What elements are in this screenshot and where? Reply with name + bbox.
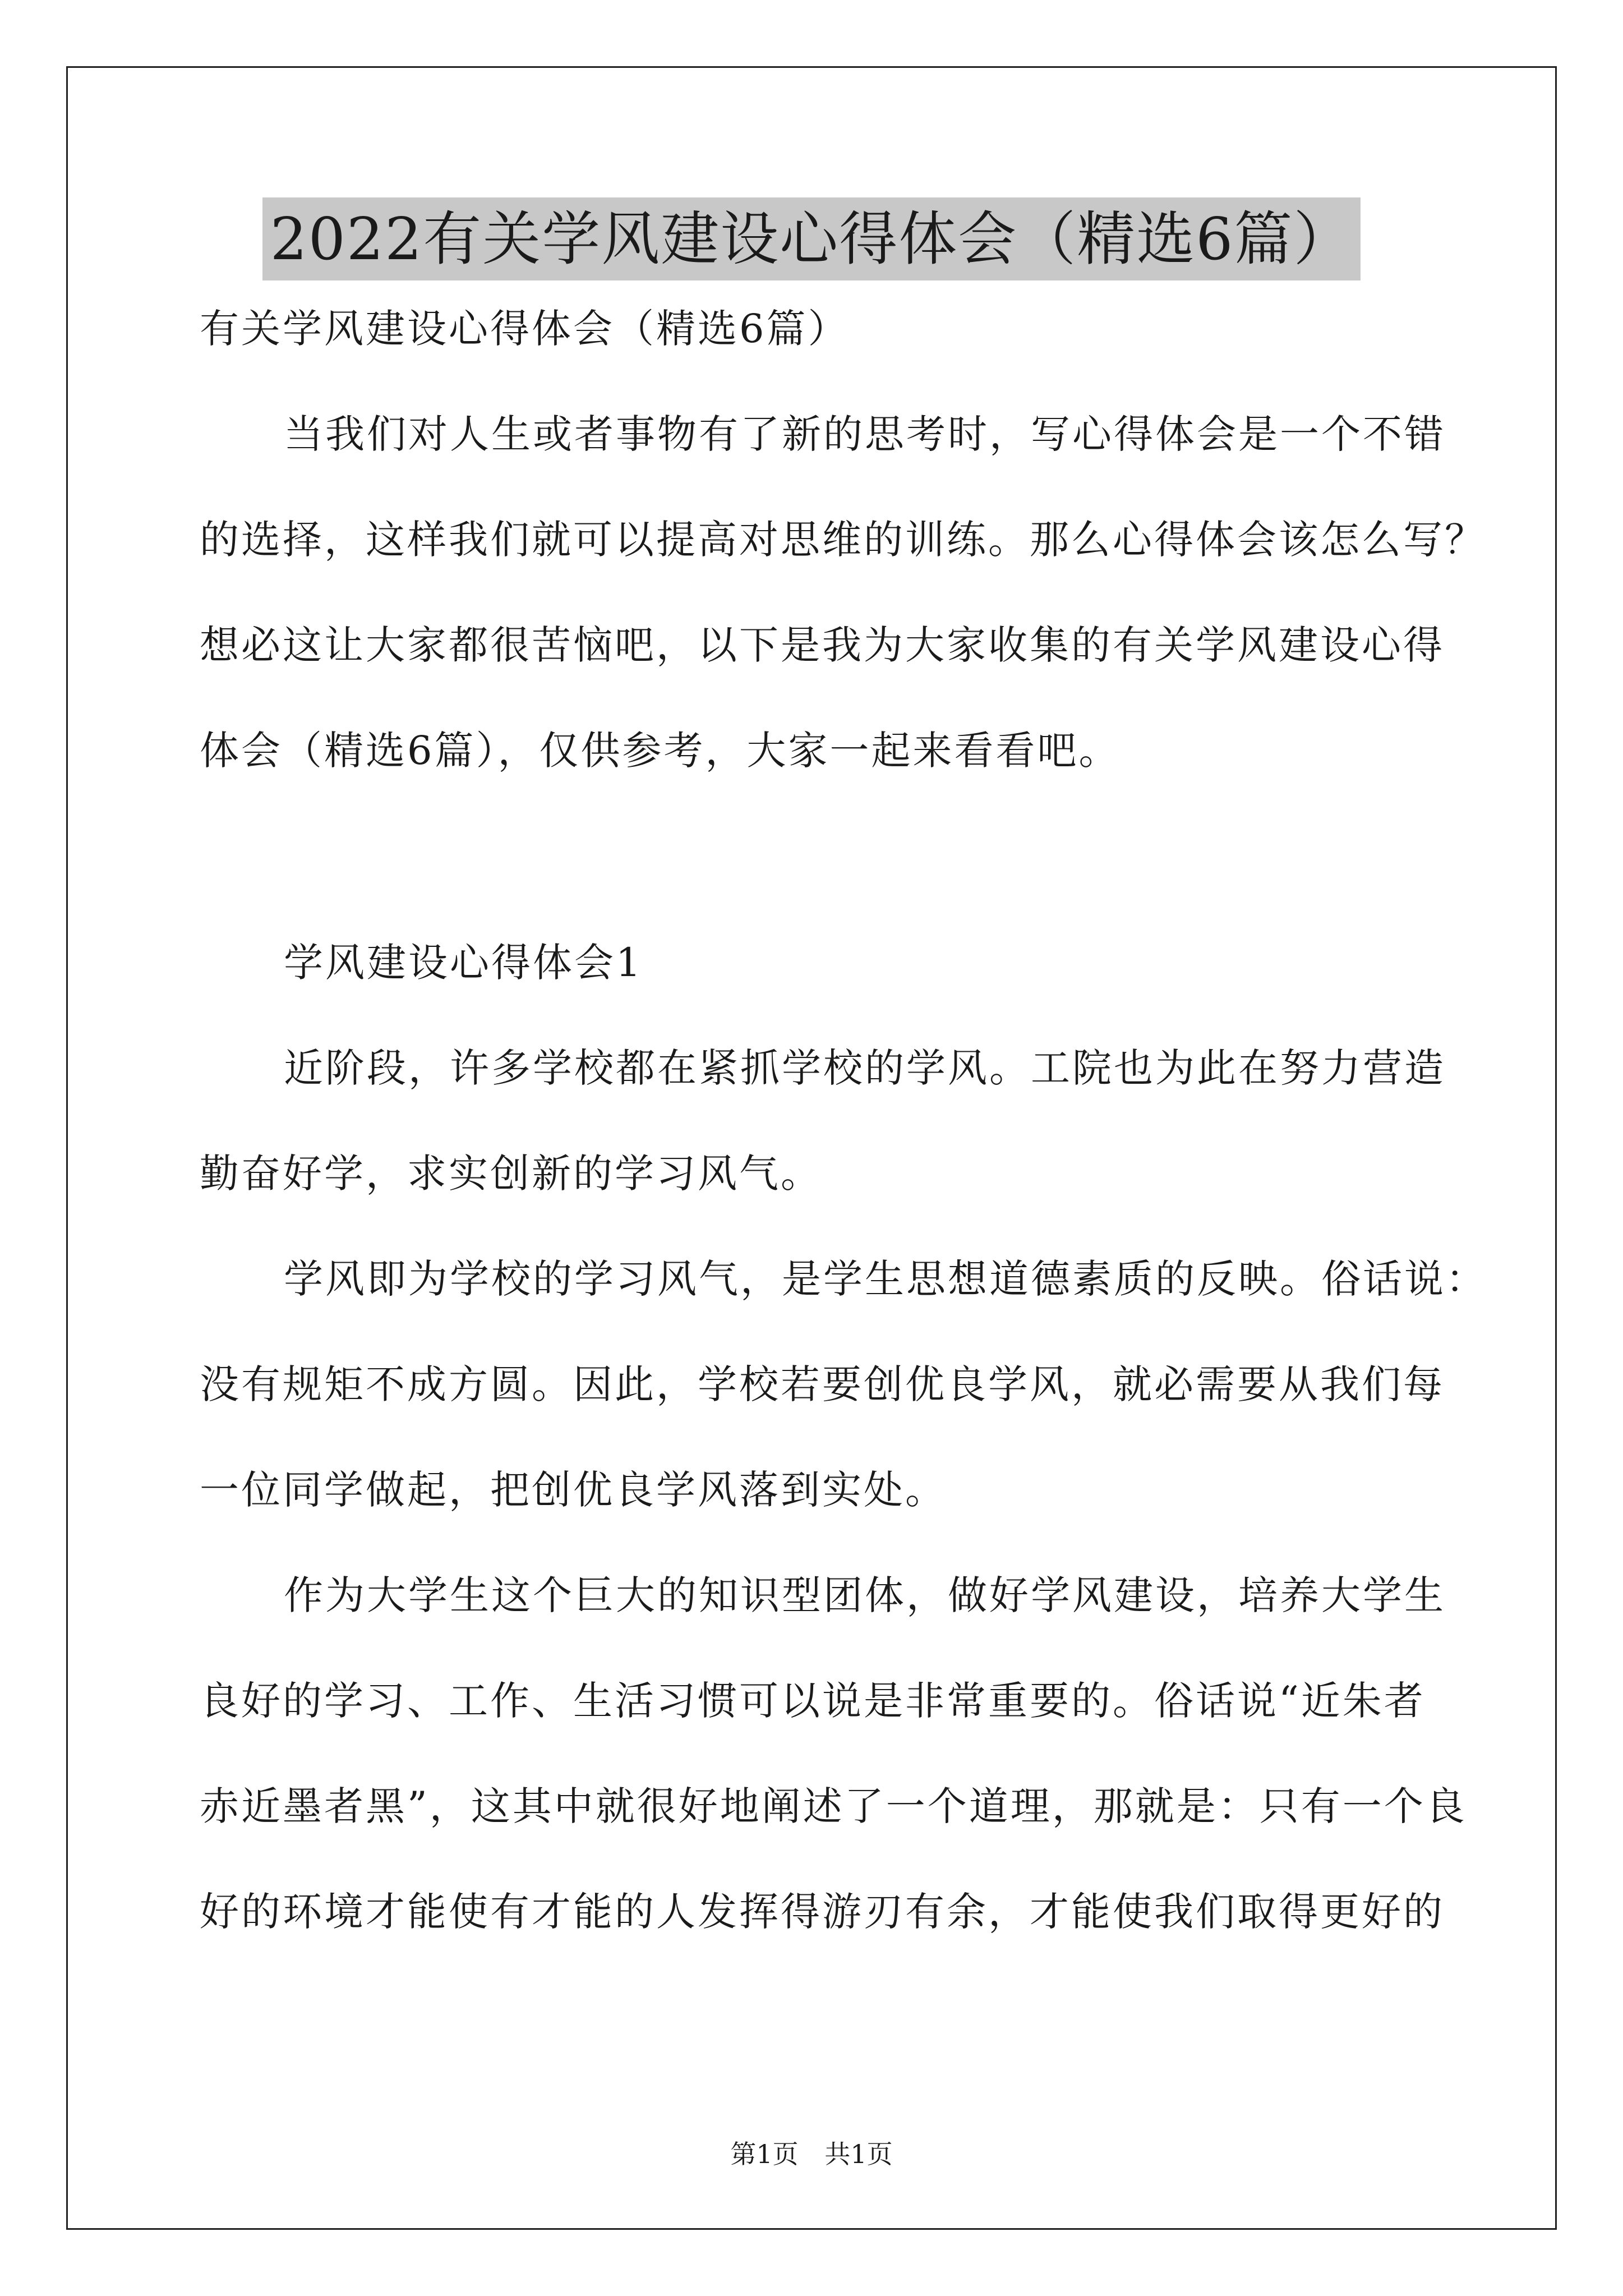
paragraph-1 [200, 1042, 1446, 1199]
paragraph-3 [200, 1570, 1467, 1938]
page-total: 共1页 [824, 2139, 893, 2169]
intro-paragraph [200, 408, 1486, 776]
text-line: 近阶段，许多学校都在紧抓学校的学风。工院也为此在努力营造 [284, 1045, 1446, 1091]
text-line: 体会（精选6篇），仅供参考，大家一起来看看吧。 [200, 728, 1121, 774]
text-line: 学风即为学校的学习风气，是学生思想道德素质的反映。俗话说： [284, 1256, 1487, 1302]
section-heading: 学风建设心得体会1 [284, 940, 643, 986]
text-line: 勤奋好学，求实创新的学习风气。 [200, 1151, 822, 1197]
text-line: 作为大学生这个巨大的知识型团体，做好学风建设，培养大学生 [284, 1572, 1446, 1618]
page-footer [0, 2137, 1623, 2171]
page-number: 第1页 [730, 2139, 799, 2169]
text-line: 赤近墨者黑”，这其中就很好地阐述了一个道理，那就是：只有一个良 [200, 1783, 1467, 1829]
title-container [0, 197, 1623, 280]
document-title: 2022有关学风建设心得体会（精选6篇） [262, 197, 1361, 280]
text-line: 没有规矩不成方圆。因此，学校若要创优良学风，就必需要从我们每 [200, 1361, 1445, 1407]
text-line: 良好的学习、工作、生活习惯可以说是非常重要的。俗话说“近朱者 [200, 1678, 1426, 1724]
text-line: 好的环境才能使有才能的人发挥得游刃有余，才能使我们取得更好的 [200, 1889, 1445, 1935]
text-line: 一位同学做起，把创优良学风落到实处。 [200, 1467, 947, 1513]
section-gap [200, 830, 1433, 937]
document-body [200, 303, 1487, 1991]
text-line: 的选择，这样我们就可以提高对思维的训练。那么心得体会该怎么写？ [200, 517, 1486, 563]
paragraph-2 [200, 1253, 1487, 1516]
document-subtitle: 有关学风建设心得体会（精选6篇） [200, 306, 850, 352]
text-line: 想必这让大家都很苦恼吧，以下是我为大家收集的有关学风建设心得 [200, 622, 1445, 668]
text-line: 当我们对人生或者事物有了新的思考时，写心得体会是一个不错 [284, 411, 1446, 457]
